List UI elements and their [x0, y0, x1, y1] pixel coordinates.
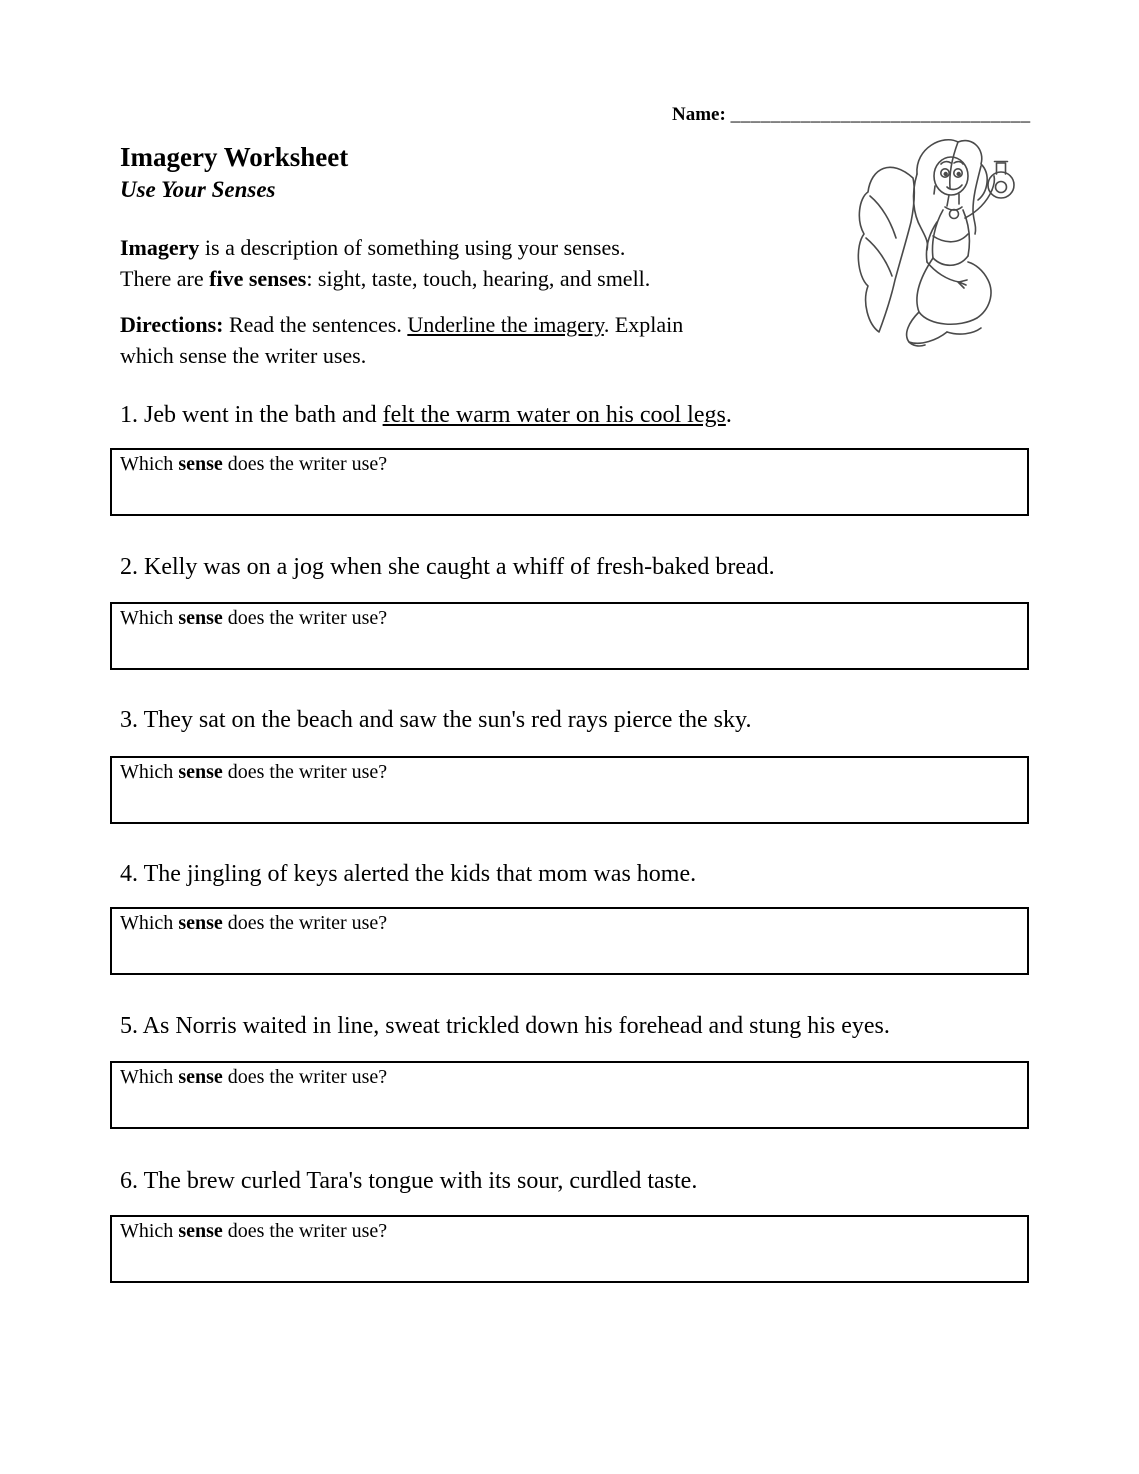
answer-prompt-end: does the writer use?	[222, 607, 388, 629]
answer-prompt-end: does the writer use?	[222, 761, 388, 783]
question-text: They sat on the beach and saw the sun's red rays pierce the sky.	[138, 707, 752, 733]
question-text: The jingling of keys alerted the kids that mom was home.	[138, 861, 697, 887]
question-number: 2.	[120, 554, 138, 580]
answer-prompt-bold: sense	[178, 607, 223, 629]
question-number: 5.	[120, 1013, 138, 1039]
page-title: Imagery Worksheet	[120, 142, 349, 172]
intro-paragraph	[120, 232, 840, 294]
question-2	[120, 554, 775, 581]
question-number: 3.	[120, 707, 138, 733]
question-text-end: .	[725, 402, 732, 428]
answer-prompt-bold: sense	[178, 453, 223, 475]
directions-label: Directions:	[120, 312, 224, 337]
answer-prompt-end: does the writer use?	[222, 1220, 388, 1242]
answer-prompt: Which	[120, 453, 179, 475]
name-blank-line[interactable]: ______________________________	[730, 104, 1031, 125]
question-3	[120, 707, 751, 734]
answer-box-1[interactable]	[110, 448, 1029, 516]
question-underlined-imagery: felt the warm water on his cool legs	[382, 402, 726, 428]
directions-underlined: Underline the imagery	[407, 312, 604, 337]
question-number: 6.	[120, 1168, 138, 1194]
fairy-illustration	[855, 130, 1035, 365]
name-label: Name:	[672, 104, 726, 125]
answer-box-5[interactable]	[110, 1061, 1029, 1129]
answer-box-6[interactable]	[110, 1215, 1029, 1283]
question-number: 4.	[120, 861, 138, 887]
question-6	[120, 1168, 697, 1195]
directions-text-1: Read the sentences.	[223, 312, 408, 337]
question-5	[120, 1013, 890, 1040]
name-field-row	[672, 104, 1031, 126]
answer-prompt-bold: sense	[178, 912, 223, 934]
question-text: Jeb went in the bath and	[138, 402, 383, 428]
question-number: 1.	[120, 402, 138, 428]
answer-prompt-end: does the writer use?	[222, 1066, 388, 1088]
directions-line-2: which sense the writer uses.	[120, 343, 367, 368]
answer-prompt: Which	[120, 761, 179, 783]
wing-outline	[858, 167, 914, 332]
title-block	[120, 141, 348, 205]
intro-text-1: is a description of something using your senses.	[199, 235, 626, 260]
directions-text-2: . Explain	[603, 312, 684, 337]
answer-prompt: Which	[120, 607, 179, 629]
answer-box-4[interactable]	[110, 907, 1029, 975]
question-text: The brew curled Tara's tongue with its sour, curdled taste.	[138, 1168, 698, 1194]
intro-text-2-pre: There are	[120, 266, 210, 291]
intro-term: Imagery	[120, 235, 200, 260]
answer-prompt-bold: sense	[178, 1066, 223, 1088]
answer-prompt-end: does the writer use?	[222, 912, 388, 934]
answer-box-2[interactable]	[110, 602, 1029, 670]
answer-prompt-bold: sense	[178, 761, 223, 783]
intro-term-2: five senses	[209, 266, 307, 291]
answer-box-3[interactable]	[110, 756, 1029, 824]
question-4	[120, 861, 696, 888]
question-text: Kelly was on a jog when she caught a whiff of fresh-baked bread.	[138, 554, 775, 580]
answer-prompt: Which	[120, 912, 179, 934]
answer-prompt: Which	[120, 1066, 179, 1088]
question-text: As Norris waited in line, sweat trickled down his forehead and stung his eyes.	[138, 1013, 890, 1039]
answer-prompt-end: does the writer use?	[222, 453, 388, 475]
question-1	[120, 402, 732, 429]
answer-prompt: Which	[120, 1220, 179, 1242]
page-subtitle: Use Your Senses	[120, 177, 276, 203]
answer-prompt-bold: sense	[178, 1220, 223, 1242]
intro-text-2-post: : sight, taste, touch, hearing, and smell.	[306, 266, 651, 291]
directions-paragraph	[120, 309, 840, 371]
